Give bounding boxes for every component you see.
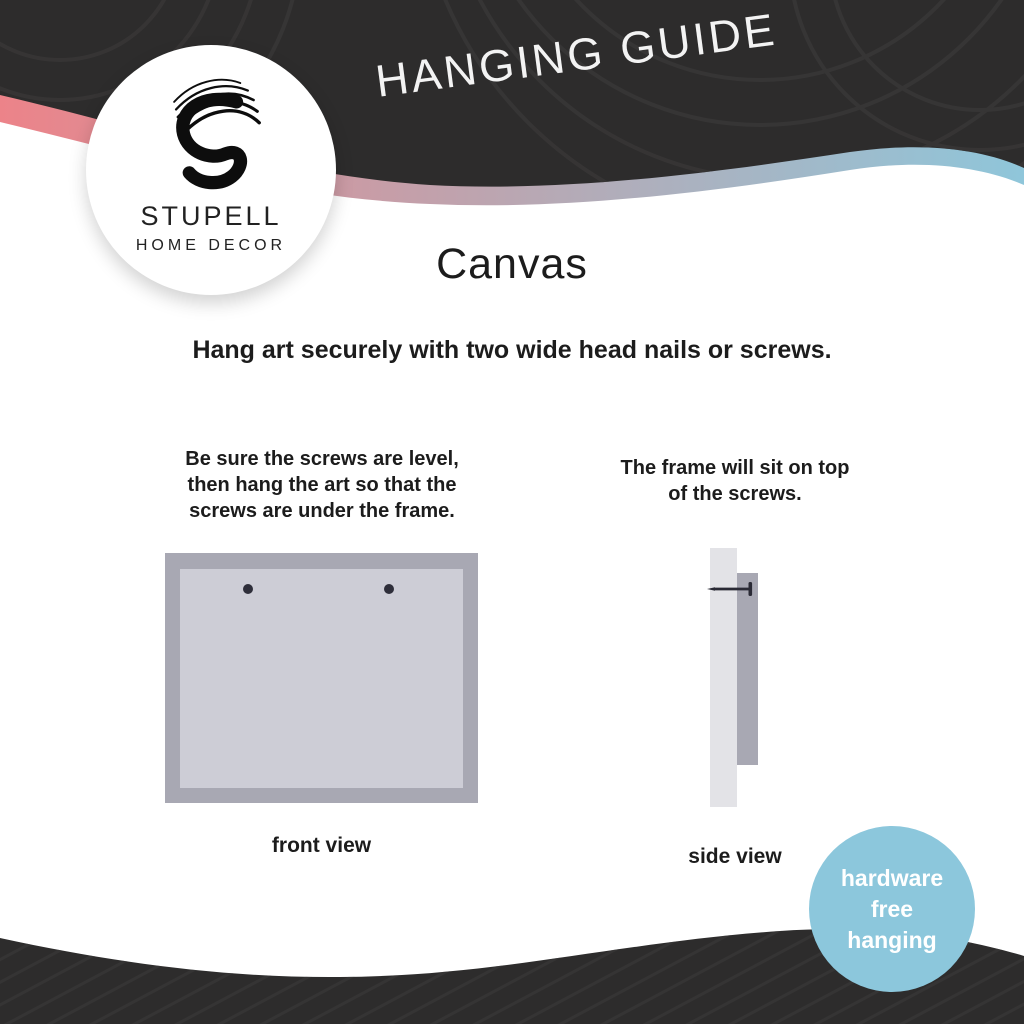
product-type-heading: Canvas <box>436 240 588 288</box>
front-view-note <box>142 446 502 524</box>
brand-tagline: HOME DECOR <box>135 237 287 254</box>
front-view-note-line: Be sure the screws are level, <box>185 448 459 470</box>
screw-dot-icon <box>243 584 253 594</box>
badge-line: hanging <box>847 926 937 953</box>
brand-name: STUPELL <box>140 201 282 231</box>
frame-side-bar <box>737 573 758 765</box>
instruction-text: Hang art securely with two wide head nails or screws. <box>192 336 832 364</box>
canvas-face <box>180 569 463 788</box>
side-view-caption: side view <box>688 845 782 868</box>
front-view-note-line: then hang the art so that the <box>187 474 457 496</box>
side-view-note-line: of the screws. <box>668 483 802 505</box>
badge-line: free <box>870 895 914 922</box>
screw-dot-icon <box>384 584 394 594</box>
front-view-illustration <box>165 553 478 803</box>
front-view-note-line: screws are under the frame. <box>189 500 455 522</box>
front-view-caption: front view <box>271 834 372 857</box>
hardware-free-badge <box>809 826 975 992</box>
page-title: HANGING GUIDE <box>372 3 780 107</box>
stupell-s-swirl-icon <box>159 71 263 199</box>
side-view-note <box>585 455 885 507</box>
nail-icon <box>706 580 756 598</box>
side-view-note-line: The frame will sit on top <box>620 457 850 479</box>
badge-line: hardware <box>840 864 944 891</box>
